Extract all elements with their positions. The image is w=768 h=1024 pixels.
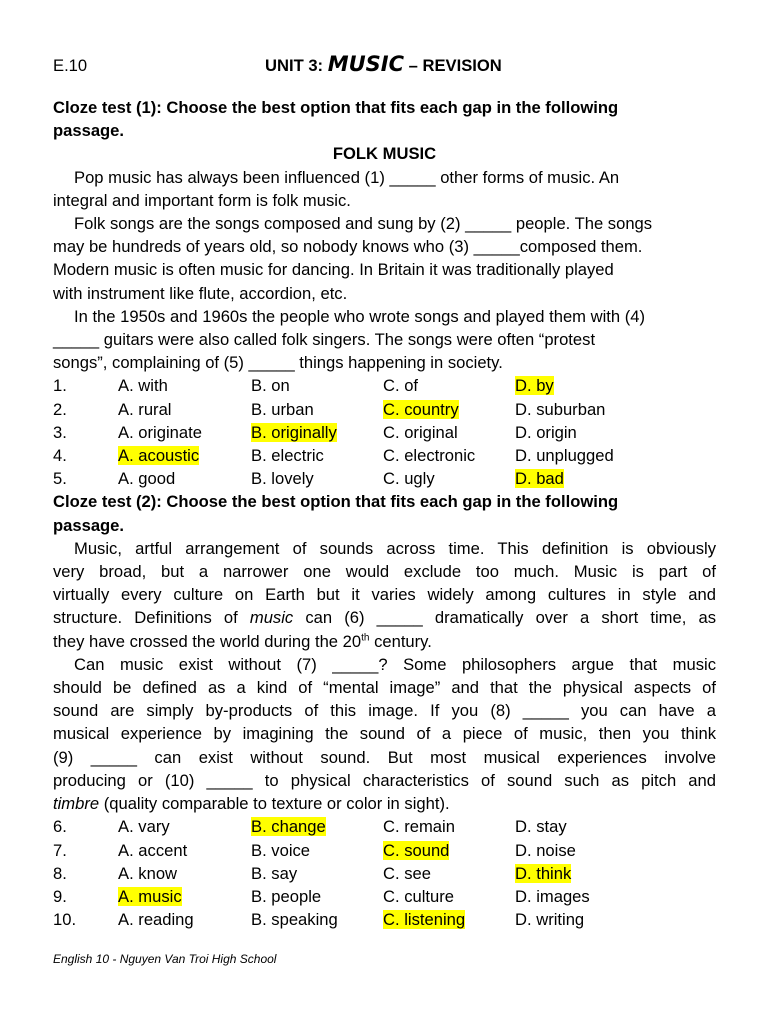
option-d xyxy=(515,815,716,838)
cloze2-instruction-line1: Cloze test (2): Choose the best option that fits each gap in the following xyxy=(53,492,619,512)
header xyxy=(53,52,716,82)
option-text: D. suburban xyxy=(515,399,606,419)
option-text: B. urban xyxy=(251,399,314,419)
option-a xyxy=(118,839,251,862)
title-prefix: UNIT 3: xyxy=(265,56,328,75)
option-b xyxy=(251,815,383,838)
cloze1-section xyxy=(53,96,716,490)
answer-highlight: C. sound xyxy=(383,840,450,860)
question-number: 4. xyxy=(53,446,67,466)
answer-highlight: A. acoustic xyxy=(118,446,200,466)
passage-line xyxy=(53,792,716,815)
option-text: D. images xyxy=(515,886,590,906)
option-b xyxy=(251,374,383,397)
option-c xyxy=(383,467,515,490)
option-a xyxy=(118,908,251,931)
cloze1-instruction-line1: Cloze test (1): Choose the best option that fits each gap in the following xyxy=(53,98,619,117)
passage-line: with instrument like flute, accordion, etc. xyxy=(53,283,348,303)
question-row xyxy=(53,398,716,421)
question-number: 9. xyxy=(53,886,67,906)
option-text: C. original xyxy=(383,422,458,442)
option-c xyxy=(383,421,515,444)
question-number: 6. xyxy=(53,817,67,837)
passage-line: In the 1950s and 1960s the people who wrote songs and played them with (4) xyxy=(74,306,646,326)
option-text: B. say xyxy=(251,863,298,883)
text-span: century. xyxy=(369,631,432,651)
italic-word: timbre xyxy=(53,794,100,814)
passage-line: (9) _____ can exist without sound. But most musical experiences involve xyxy=(53,747,716,767)
passage-line: very broad, but a narrower one would exclude too much. Music is part of xyxy=(53,562,716,582)
answer-highlight: A. music xyxy=(118,886,182,906)
option-d xyxy=(515,398,716,421)
option-a xyxy=(118,885,251,908)
option-text: A. originate xyxy=(118,422,202,442)
question-row xyxy=(53,421,716,444)
question-number: 5. xyxy=(53,469,67,489)
passage-line: sound are simply by-products of this image. If you (8) _____ you can have a xyxy=(53,701,716,721)
option-text: A. with xyxy=(118,376,168,396)
option-text: A. reading xyxy=(118,910,194,930)
question-row xyxy=(53,839,716,862)
option-b xyxy=(251,839,383,862)
passage-line xyxy=(53,606,716,629)
answer-highlight: B. originally xyxy=(251,422,337,442)
answer-highlight: D. by xyxy=(515,376,554,396)
title-main: MUSIC xyxy=(327,52,405,76)
option-b xyxy=(251,398,383,421)
option-text: A. know xyxy=(118,863,178,883)
passage-line: Can music exist without (7) _____? Some philosophers argue that music xyxy=(74,654,716,674)
passage-line: producing or (10) _____ to physical characteristics of sound such as pitch and xyxy=(53,770,716,790)
option-text: C. ugly xyxy=(383,469,435,489)
option-d xyxy=(515,421,716,444)
answer-highlight: C. country xyxy=(383,399,459,419)
option-d xyxy=(515,862,716,885)
passage-line: Modern music is often music for dancing. In Britain it was traditionally played xyxy=(53,260,614,280)
answer-highlight: C. listening xyxy=(383,910,466,930)
option-d xyxy=(515,467,716,490)
passage-line: songs”, complaining of (5) _____ things happening in society. xyxy=(53,353,503,373)
text-span: they have crossed the world during the 20 xyxy=(53,631,362,651)
option-c xyxy=(383,374,515,397)
cloze1-instruction-line2: passage. xyxy=(53,121,125,141)
option-c xyxy=(383,815,515,838)
worksheet-code: E.10 xyxy=(53,56,88,75)
passage-line: Music, artful arrangement of sounds across time. This definition is obviously xyxy=(74,538,716,558)
option-c xyxy=(383,444,515,467)
cloze2-instruction-line2: passage. xyxy=(53,515,125,535)
answer-highlight: D. bad xyxy=(515,469,564,489)
option-c xyxy=(383,398,515,421)
superscript: th xyxy=(361,632,370,644)
option-text: D. noise xyxy=(515,840,576,860)
question-number: 7. xyxy=(53,840,67,860)
question-number: 3. xyxy=(53,422,67,442)
option-text: D. stay xyxy=(515,817,567,837)
cloze2-answer-table xyxy=(53,815,716,931)
option-a xyxy=(118,398,251,421)
option-c xyxy=(383,908,515,931)
option-d xyxy=(515,374,716,397)
option-b xyxy=(251,421,383,444)
option-b xyxy=(251,444,383,467)
question-number: 1. xyxy=(53,376,67,396)
question-row xyxy=(53,374,716,397)
cloze1-answer-table xyxy=(53,374,716,490)
option-text: A. rural xyxy=(118,399,172,419)
passage-line: virtually every culture on Earth but it varies widely among cultures in style and xyxy=(53,585,716,605)
option-d xyxy=(515,908,716,931)
option-text: B. people xyxy=(251,886,322,906)
option-text: B. speaking xyxy=(251,910,338,930)
option-text: C. of xyxy=(383,376,419,396)
question-row xyxy=(53,444,716,467)
text-span: can (6) _____ dramatically over a short time, as xyxy=(293,608,716,628)
option-c xyxy=(383,862,515,885)
question-row xyxy=(53,862,716,885)
option-a xyxy=(118,444,251,467)
option-text: B. voice xyxy=(251,840,311,860)
option-text: D. unplugged xyxy=(515,446,614,466)
passage-line: should be defined as a kind of “mental image” and that the physical aspects of xyxy=(53,678,716,698)
option-text: C. culture xyxy=(383,886,455,906)
question-number: 10. xyxy=(53,910,77,930)
title-suffix: – REVISION xyxy=(404,56,502,75)
option-text: B. electric xyxy=(251,446,324,466)
passage-line: _____ guitars were also called folk singers. The songs were often “protest xyxy=(53,330,596,350)
option-b xyxy=(251,862,383,885)
option-text: D. origin xyxy=(515,422,577,442)
option-b xyxy=(251,467,383,490)
option-text: B. lovely xyxy=(251,469,314,489)
worksheet-page xyxy=(53,52,716,931)
question-row xyxy=(53,908,716,931)
question-number: 8. xyxy=(53,863,67,883)
question-row xyxy=(53,815,716,838)
footer: English 10 - Nguyen Van Troi High School xyxy=(53,952,277,966)
option-b xyxy=(251,885,383,908)
cloze2-section xyxy=(53,490,716,931)
option-a xyxy=(118,862,251,885)
option-text: C. electronic xyxy=(383,446,476,466)
answer-highlight: D. think xyxy=(515,863,572,883)
passage-heading: FOLK MUSIC xyxy=(332,144,437,164)
option-text: B. on xyxy=(251,376,290,396)
passage-line: musical experience by imagining the sound of a piece of music, then you think xyxy=(53,724,716,744)
passage-line: Folk songs are the songs composed and sung by (2) _____ people. The songs xyxy=(74,214,653,234)
option-c xyxy=(383,839,515,862)
option-b xyxy=(251,908,383,931)
italic-word: music xyxy=(249,608,294,628)
option-text: C. see xyxy=(383,863,431,883)
question-row xyxy=(53,885,716,908)
option-a xyxy=(118,421,251,444)
passage-line: integral and important form is folk music. xyxy=(53,190,351,210)
text-span: (quality comparable to texture or color in sight). xyxy=(99,794,450,814)
option-text: A. good xyxy=(118,469,176,489)
option-a xyxy=(118,374,251,397)
passage-line: may be hundreds of years old, so nobody knows who (3) _____composed them. xyxy=(53,237,643,257)
option-a xyxy=(118,467,251,490)
option-text: A. vary xyxy=(118,817,170,837)
option-c xyxy=(383,885,515,908)
text-span: structure. Definitions of xyxy=(53,608,250,628)
question-row xyxy=(53,467,716,490)
passage-line: Pop music has always been influenced (1) _____ other forms of music. An xyxy=(74,167,620,187)
option-text: C. remain xyxy=(383,817,455,837)
passage-line xyxy=(53,630,716,653)
page-title xyxy=(265,52,502,76)
answer-highlight: B. change xyxy=(251,817,326,837)
option-text: A. accent xyxy=(118,840,188,860)
question-number: 2. xyxy=(53,399,67,419)
option-text: D. writing xyxy=(515,910,585,930)
option-d xyxy=(515,885,716,908)
option-a xyxy=(118,815,251,838)
option-d xyxy=(515,839,716,862)
option-d xyxy=(515,444,716,467)
